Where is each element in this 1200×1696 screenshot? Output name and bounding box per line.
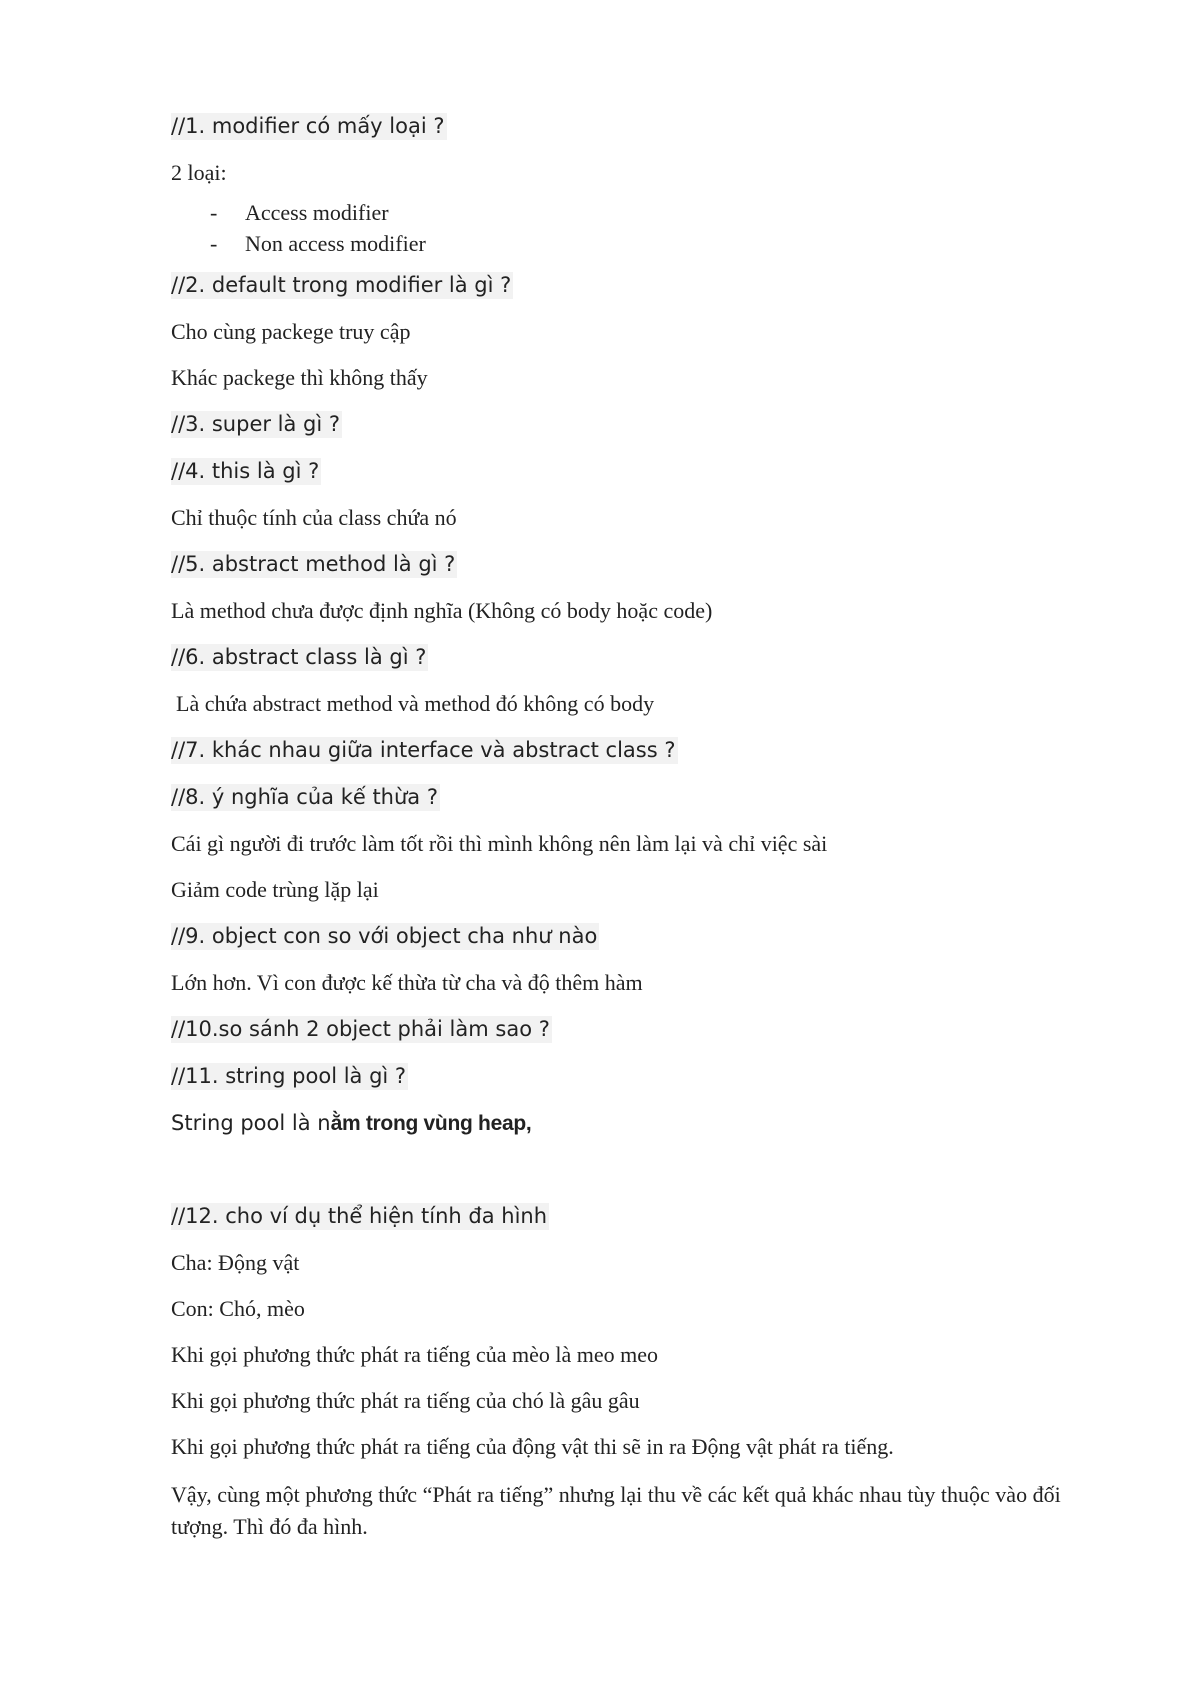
dash-bullet: - bbox=[210, 231, 218, 256]
answer-12-line-5: Khi gọi phương thức phát ra tiếng của động vật thi sẽ in ra Động vật phát ra tiếng. bbox=[171, 1434, 894, 1459]
question-5 bbox=[171, 550, 1091, 579]
answer-2-line-2: Khác packege thì không thấy bbox=[171, 365, 428, 390]
document-page bbox=[171, 112, 1091, 1561]
list-item-text: Access modifier bbox=[245, 200, 389, 225]
answer-12-line-6: Vậy, cùng một phương thức “Phát ra tiếng” nhưng lại thu về các kết quả khác nhau tùy thuộc vào đối tượng. Thì đó đa hình. bbox=[171, 1482, 1061, 1539]
question-12 bbox=[171, 1202, 1091, 1231]
question-7 bbox=[171, 736, 1091, 765]
question-5-text: //5. abstract method là gì ? bbox=[171, 552, 456, 576]
answer-4: Chỉ thuộc tính của class chứa nó bbox=[171, 505, 457, 530]
question-4-text: //4. this là gì ? bbox=[171, 459, 320, 483]
question-3 bbox=[171, 410, 1091, 439]
question-1 bbox=[171, 112, 1091, 141]
answer-1: 2 loại: bbox=[171, 160, 227, 185]
question-8 bbox=[171, 783, 1091, 812]
answer-11 bbox=[171, 1109, 1091, 1138]
question-6-text: //6. abstract class là gì ? bbox=[171, 645, 427, 669]
question-10 bbox=[171, 1015, 1091, 1044]
list-item-text: Non access modifier bbox=[245, 231, 426, 256]
answer-9: Lớn hơn. Vì con được kế thừa từ cha và độ thêm hàm bbox=[171, 970, 643, 995]
question-12-text: //12. cho ví dụ thể hiện tính đa hình bbox=[171, 1204, 548, 1228]
answer-12-line-2: Con: Chó, mèo bbox=[171, 1296, 305, 1321]
answer-12-line-1: Cha: Động vật bbox=[171, 1250, 300, 1275]
answer-12-line-4: Khi gọi phương thức phát ra tiếng của chó là gâu gâu bbox=[171, 1388, 640, 1413]
answer-11-part-1: String pool là n bbox=[171, 1111, 331, 1135]
question-10-text: //10.so sánh 2 object phải làm sao ? bbox=[171, 1017, 550, 1041]
answer-6: Là chứa abstract method và method đó không có body bbox=[176, 691, 655, 716]
question-8-text: //8. ý nghĩa của kế thừa ? bbox=[171, 785, 438, 809]
blank-line bbox=[171, 1156, 1091, 1202]
modifier-types-list bbox=[171, 197, 1091, 259]
question-1-text: //1. modifier có mấy loại ? bbox=[171, 114, 445, 138]
dash-bullet: - bbox=[210, 200, 218, 225]
list-item bbox=[171, 228, 1091, 259]
question-3-text: //3. super là gì ? bbox=[171, 412, 341, 436]
question-2-text: //2. default trong modifier là gì ? bbox=[171, 273, 512, 297]
answer-11-part-2: ằm trong vùng heap, bbox=[330, 1112, 532, 1135]
question-6 bbox=[171, 643, 1091, 672]
question-2 bbox=[171, 271, 1091, 300]
answer-12-line-3: Khi gọi phương thức phát ra tiếng của mèo là meo meo bbox=[171, 1342, 658, 1367]
answer-2-line-1: Cho cùng packege truy cập bbox=[171, 319, 411, 344]
answer-8-line-2: Giảm code trùng lặp lại bbox=[171, 877, 379, 902]
answer-8-line-1: Cái gì người đi trước làm tốt rồi thì mình không nên làm lại và chỉ việc sài bbox=[171, 831, 828, 856]
question-9 bbox=[171, 922, 1091, 951]
answer-5: Là method chưa được định nghĩa (Không có body hoặc code) bbox=[171, 598, 713, 623]
list-item bbox=[171, 197, 1091, 228]
question-4 bbox=[171, 457, 1091, 486]
question-11-text: //11. string pool là gì ? bbox=[171, 1064, 407, 1088]
question-9-text: //9. object con so với object cha như nào bbox=[171, 924, 598, 948]
question-7-text: //7. khác nhau giữa interface và abstract class ? bbox=[171, 738, 676, 762]
question-11 bbox=[171, 1062, 1091, 1091]
